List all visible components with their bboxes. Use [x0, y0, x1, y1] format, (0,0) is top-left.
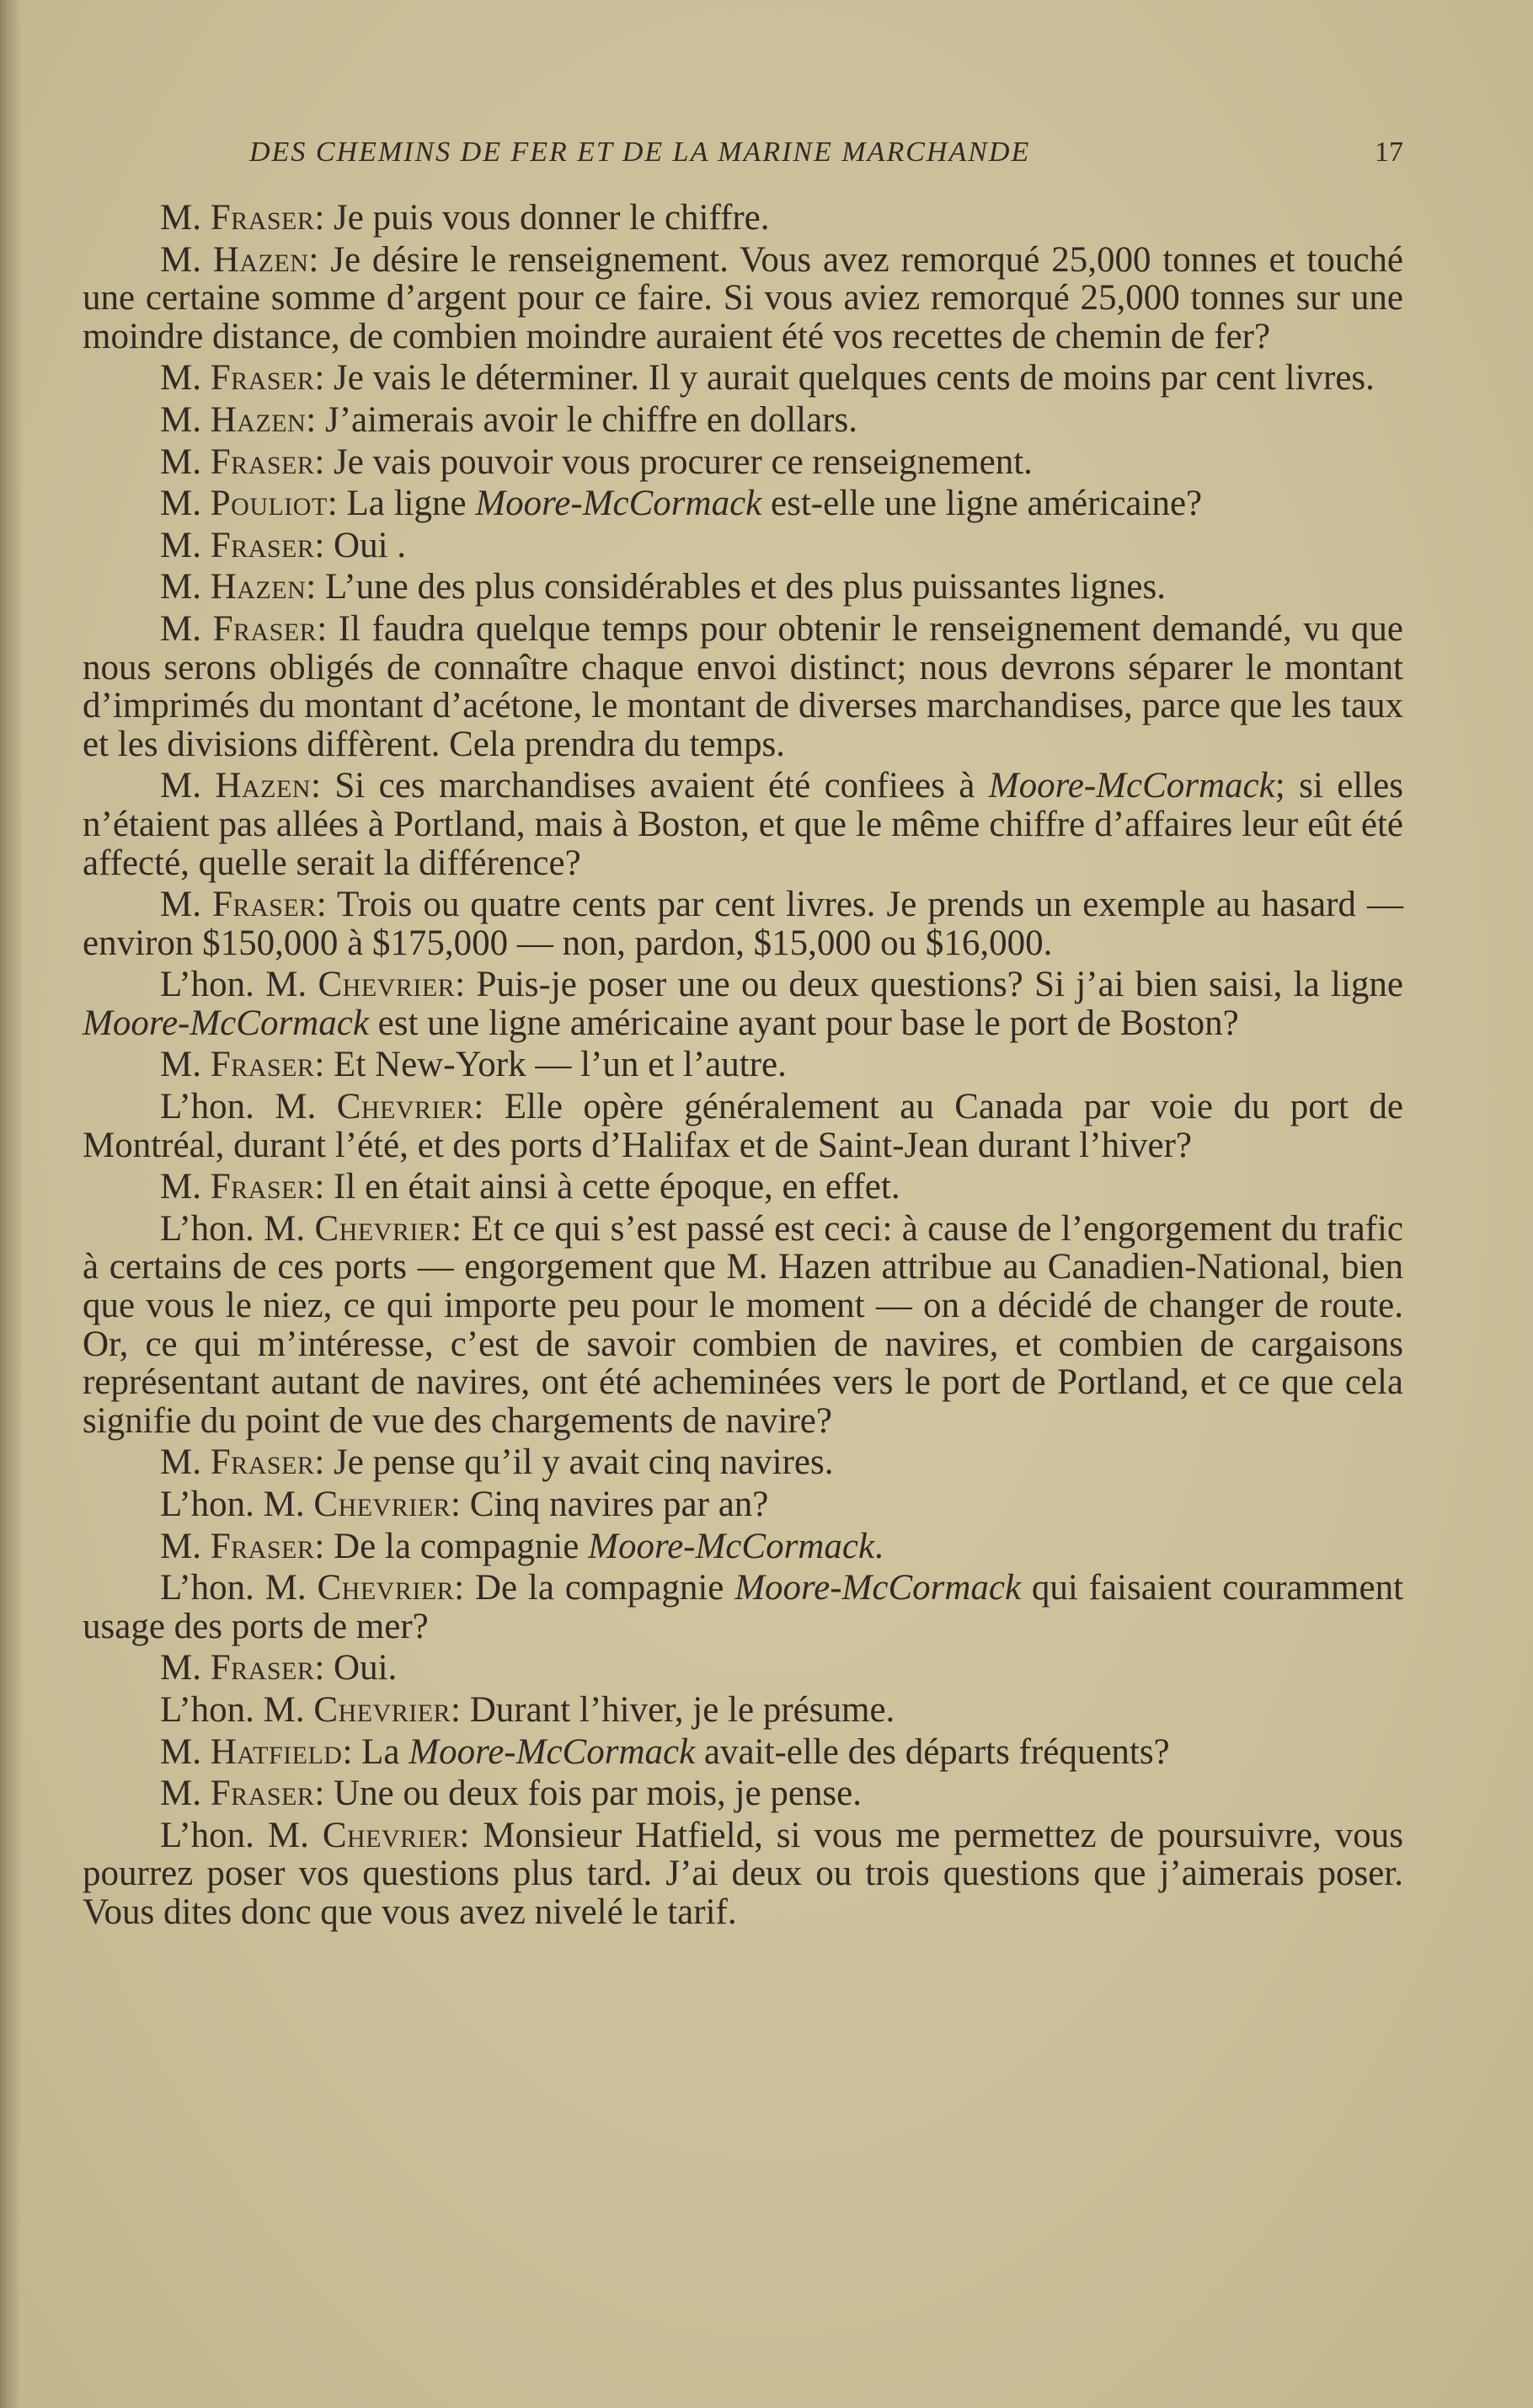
- speaker-name: Hazen: [210, 399, 307, 440]
- speaker-name: Fraser: [210, 198, 315, 238]
- transcript-paragraph: M. Pouliot: La ligne Moore-McCormack est-elle une ligne américaine?: [160, 484, 1203, 524]
- speech-text: Elle opère généralement au Canada par voie du port de Montréal, durant l’été, et des ports d’Halifax et de Saint-Jean durant l’hiver?: [83, 1087, 1403, 1165]
- speaker-name: Fraser: [210, 1045, 315, 1085]
- speaker-name: Fraser: [212, 885, 317, 925]
- transcript-paragraph: M. Hazen: L’une des plus considérables et des plus puissantes lignes.: [160, 567, 1166, 607]
- speech-text: Une ou deux fois par mois, je pense.: [334, 1774, 862, 1814]
- speaker-name: Chevrier: [317, 1568, 455, 1608]
- speaker-title: M.: [160, 484, 201, 524]
- italic-name: Moore-McCormack: [409, 1731, 696, 1772]
- speaker-title: M.: [160, 1648, 201, 1688]
- transcript-paragraph: M. Hatfield: La Moore-McCormack avait-elle des départs fréquents?: [160, 1731, 1170, 1772]
- speaker-name: Fraser: [210, 1648, 315, 1688]
- speaker-title: L’hon. M.: [160, 1485, 305, 1524]
- speaker-title: M.: [160, 1442, 201, 1483]
- speaker-title: M.: [160, 1774, 201, 1814]
- italic-name: Moore-McCormack: [588, 1526, 875, 1566]
- transcript-paragraph: L’hon. M. Chevrier: De la compagnie Moore-McCormack qui faisaient couramment usage des ports de mer?: [83, 1568, 1404, 1646]
- speaker-title: M.: [160, 567, 201, 607]
- transcript-paragraph: M. Fraser: Je vais le déterminer. Il y aurait quelques cents de moins par cent livres.: [160, 358, 1375, 399]
- speech-text: J’aimerais avoir le chiffre en dollars.: [324, 399, 857, 440]
- speech-text: Je vais pouvoir vous procurer ce renseignement.: [334, 441, 1033, 482]
- speaker-title: L’hon. M.: [160, 1815, 309, 1855]
- running-head: DES CHEMINS DE FER ET DE LA MARINE MARCHANDE: [249, 136, 1031, 168]
- transcript-paragraph: M. Fraser: Une ou deux fois par mois, je pense.: [160, 1774, 862, 1814]
- speaker-name: Hatfield: [210, 1731, 343, 1772]
- speaker-name: Hazen: [210, 567, 307, 607]
- transcript-paragraph: M. Fraser: Je vais pouvoir vous procurer ce renseignement.: [160, 441, 1033, 482]
- transcript-paragraph: M. Fraser: Il en était ainsi à cette époque, en effet.: [160, 1167, 900, 1207]
- speech-text: La Moore-McCormack avait-elle des départs fréquents?: [361, 1731, 1170, 1772]
- speech-text: Je puis vous donner le chiffre.: [334, 198, 770, 238]
- speech-text: Et New-York — l’un et l’autre.: [334, 1045, 787, 1085]
- italic-name: Moore-McCormack: [83, 1003, 369, 1043]
- speaker-name: Hazen: [212, 239, 309, 280]
- speech-text: De la compagnie Moore-McCormack.: [334, 1526, 884, 1566]
- speaker-name: Chevrier: [313, 1689, 451, 1730]
- speaker-title: M.: [160, 358, 201, 399]
- speech-text: Je désire le renseignement. Vous avez remorqué 25,000 tonnes et touché une certaine somme d’argent pour ce faire. Si vous aviez remorqué 25,000 tonnes sur une moindre distance, de combien moindre auraient été vos recettes de chemin de fer?: [83, 239, 1404, 356]
- speaker-name: Chevrier: [322, 1815, 460, 1855]
- speech-text: Il faudra quelque temps pour obtenir le renseignement demandé, vu que nous serons obligés de connaître chaque envoi distinct; nous devrons séparer le montant d’imprimés du montant d’acétone, le montant de diverses marchandises, parce que les taux et les divisions diffèrent. Cela prendra du temps.: [83, 608, 1403, 764]
- speaker-title: M.: [160, 1045, 201, 1085]
- speech-text: Je pense qu’il y avait cinq navires.: [334, 1442, 834, 1483]
- speaker-title: M.: [160, 1526, 201, 1566]
- speaker-name: Chevrier: [318, 965, 456, 1005]
- speaker-name: Chevrier: [314, 1208, 452, 1249]
- speaker-title: M.: [160, 1731, 201, 1772]
- speech-text: Et ce qui s’est passé est ceci: à cause de l’engorgement du trafic à certains de ces ports — engorgement que M. Hazen attribue au Canadien-National, bien que vous le niez, ce qui importe peu pour le moment — on a décidé de changer de route. Or, ce qui m’intéresse, c’est de savoir combien de navires, et combien de cargaisons représentant autant de navires, ont été acheminées vers le port de Portland, et ce que cela signifie du point de vue des chargements de navire?: [83, 1208, 1404, 1441]
- speaker-name: Fraser: [210, 1526, 315, 1566]
- transcript-paragraph: M. Fraser: Je pense qu’il y avait cinq navires.: [160, 1442, 834, 1483]
- speaker-name: Fraser: [212, 608, 318, 649]
- speaker-title: L’hon. M.: [160, 1208, 306, 1249]
- page-header: [249, 136, 1403, 179]
- speaker-title: L’hon. M.: [160, 1087, 317, 1127]
- speaker-title: M.: [160, 766, 201, 806]
- speaker-title: M.: [160, 198, 201, 238]
- transcript-paragraph: M. Fraser: Trois ou quatre cents par cent livres. Je prends un exemple au hasard — environ $150,000 à $175,000 — non, pardon, $15,000 ou $16,000.: [83, 885, 1404, 963]
- speech-text: Durant l’hiver, je le présume.: [469, 1689, 895, 1730]
- transcript-paragraph: M. Fraser: Et New-York — l’un et l’autre.: [160, 1045, 787, 1085]
- speaker-name: Chevrier: [313, 1485, 451, 1524]
- speaker-title: L’hon. M.: [160, 1568, 307, 1608]
- transcript-paragraph: M. Hazen: Je désire le renseignement. Vous avez remorqué 25,000 tonnes et touché une certaine somme d’argent pour ce faire. Si vous aviez remorqué 25,000 tonnes sur une moindre distance, de combien moindre auraient été vos recettes de chemin de fer?: [83, 239, 1404, 356]
- speech-text: Si ces marchandises avaient été confiees à Moore-McCormack; si elles n’étaient pas allées à Portland, mais à Boston, et que le même chiffre d’affaires leur eût été affecté, quelle serait la différence?: [83, 766, 1403, 883]
- speech-text: De la compagnie Moore-McCormack qui faisaient couramment usage des ports de mer?: [83, 1568, 1404, 1646]
- speaker-name: Fraser: [210, 358, 315, 399]
- speaker-title: M.: [160, 1167, 201, 1207]
- speaker-title: M.: [160, 885, 201, 925]
- transcript-paragraph: L’hon. M. Chevrier: Monsieur Hatfield, si vous me permettez de poursuivre, vous pourrez poser vos questions plus tard. J’ai deux ou trois questions que j’aimerais poser. Vous dites donc que vous avez nivelé le tarif.: [83, 1815, 1403, 1932]
- transcript-paragraph: M. Fraser: Je puis vous donner le chiffre.: [160, 198, 770, 238]
- speech-text: La ligne Moore-McCormack est-elle une ligne américaine?: [346, 484, 1203, 524]
- speaker-name: Chevrier: [336, 1087, 474, 1127]
- page-number: 17: [1375, 136, 1403, 168]
- transcript-paragraph: M. Fraser: De la compagnie Moore-McCormack.: [160, 1526, 884, 1566]
- speech-text: Cinq navires par an?: [469, 1485, 769, 1524]
- transcript-paragraph: L’hon. M. Chevrier: Et ce qui s’est passé est ceci: à cause de l’engorgement du trafic à certains de ces ports — engorgement que M. Hazen attribue au Canadien-National, bien que vous le niez, ce qui importe peu pour le moment — on a décidé de changer de route. Or, ce qui m’intéresse, c’est de savoir combien de navires, et combien de cargaisons représentant autant de navires, ont été acheminées vers le port de Portland, et ce que cela signifie du point de vue des chargements de navire?: [83, 1208, 1404, 1441]
- page-binding-edge: [0, 0, 22, 2408]
- speaker-title: M.: [160, 525, 201, 565]
- speech-text: Monsieur Hatfield, si vous me permettez de poursuivre, vous pourrez poser vos questions plus tard. J’ai deux ou trois questions que j’aimerais poser. Vous dites donc que vous avez nivelé le tarif.: [83, 1815, 1403, 1932]
- speaker-name: Fraser: [210, 1774, 315, 1814]
- transcript-paragraph: L’hon. M. Chevrier: Elle opère généralement au Canada par voie du port de Montréal, durant l’été, et des ports d’Halifax et de Saint-Jean durant l’hiver?: [83, 1087, 1403, 1165]
- transcript-paragraph: M. Hazen: J’aimerais avoir le chiffre en dollars.: [160, 399, 857, 440]
- speaker-title: M.: [160, 239, 201, 280]
- transcript-paragraph: L’hon. M. Chevrier: Puis-je poser une ou deux questions? Si j’ai bien saisi, la ligne Moore-McCormack est une ligne américaine ayant pour base le port de Boston?: [83, 965, 1404, 1043]
- speaker-name: Hazen: [215, 766, 311, 806]
- speaker-name: Fraser: [210, 1167, 315, 1207]
- speech-text: Oui.: [334, 1648, 398, 1688]
- transcript-paragraph: L’hon. M. Chevrier: Durant l’hiver, je le présume.: [160, 1689, 895, 1730]
- transcript-paragraph: M. Fraser: Oui.: [160, 1648, 398, 1688]
- italic-name: Moore-McCormack: [734, 1568, 1022, 1608]
- speaker-title: L’hon. M.: [160, 965, 307, 1005]
- speech-text: Trois ou quatre cents par cent livres. Je prends un exemple au hasard — environ $150,000 à $175,000 — non, pardon, $15,000 ou $16,000.: [83, 885, 1404, 963]
- speaker-name: Fraser: [210, 1442, 315, 1483]
- speaker-name: Pouliot: [210, 484, 328, 524]
- transcript-paragraph: M. Fraser: Oui .: [160, 525, 407, 565]
- speech-text: Il en était ainsi à cette époque, en effet.: [334, 1167, 900, 1207]
- speech-text: Puis-je poser une ou deux questions? Si j’ai bien saisi, la ligne Moore-McCormack est une ligne américaine ayant pour base le port de Boston?: [83, 965, 1404, 1043]
- speaker-title: M.: [160, 608, 201, 649]
- speaker-title: M.: [160, 441, 201, 482]
- speaker-title: M.: [160, 399, 201, 440]
- speech-text: Oui .: [334, 525, 407, 565]
- speaker-name: Fraser: [210, 525, 315, 565]
- italic-name: Moore-McCormack: [475, 484, 762, 524]
- transcript-body: [83, 199, 1403, 1935]
- transcript-paragraph: M. Fraser: Il faudra quelque temps pour obtenir le renseignement demandé, vu que nous serons obligés de connaître chaque envoi distinct; nous devrons séparer le montant d’imprimés du montant d’acétone, le montant de diverses marchandises, parce que les taux et les divisions diffèrent. Cela prendra du temps.: [83, 608, 1403, 764]
- transcript-paragraph: L’hon. M. Chevrier: Cinq navires par an?: [160, 1485, 769, 1524]
- speaker-name: Fraser: [210, 441, 315, 482]
- speech-text: L’une des plus considérables et des plus puissantes lignes.: [324, 567, 1166, 607]
- speaker-title: L’hon. M.: [160, 1689, 305, 1730]
- italic-name: Moore-McCormack: [988, 766, 1275, 806]
- speech-text: Je vais le déterminer. Il y aurait quelques cents de moins par cent livres.: [334, 358, 1375, 399]
- transcript-paragraph: M. Hazen: Si ces marchandises avaient été confiees à Moore-McCormack; si elles n’étaient pas allées à Portland, mais à Boston, et que le même chiffre d’affaires leur eût été affecté, quelle serait la différence?: [83, 766, 1403, 883]
